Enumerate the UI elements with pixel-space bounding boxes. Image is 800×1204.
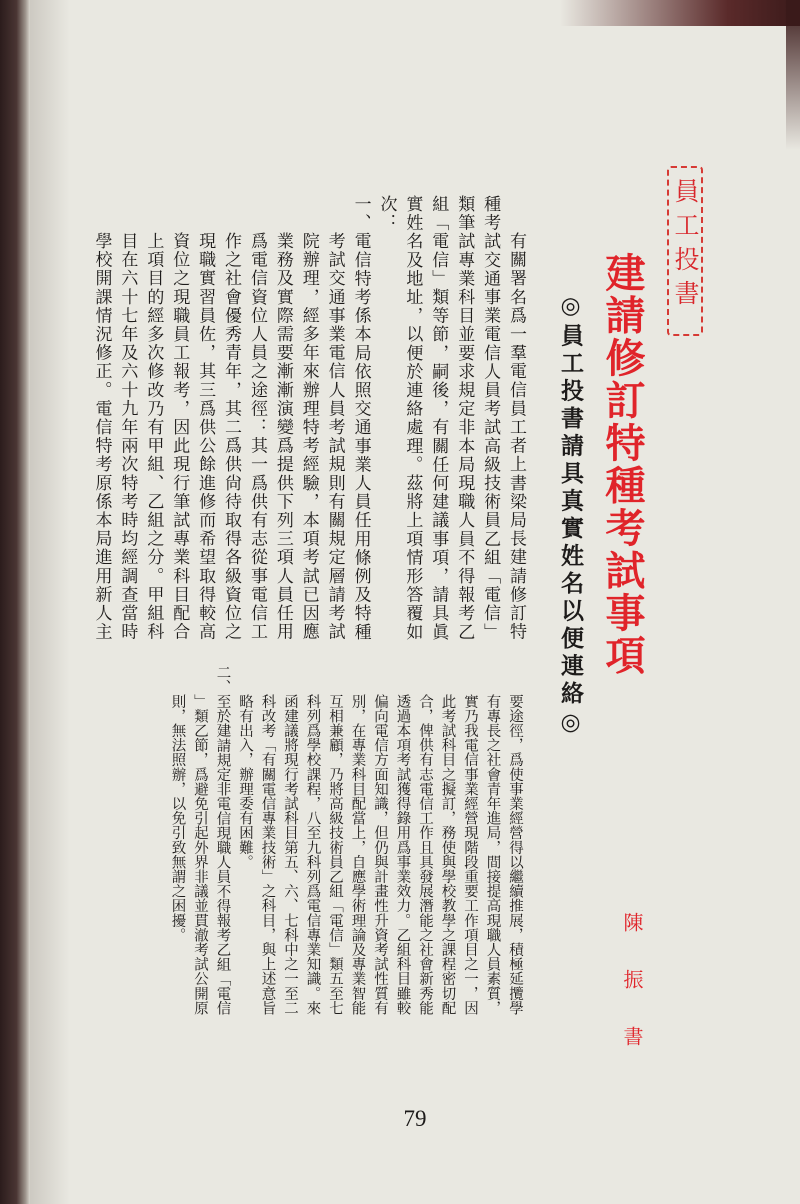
text-column: 有關署名爲一羣電信員工者上書梁局長建請修訂特 [506, 232, 526, 642]
text-column: 合，俾供有志電信工作且具發展潛能之社會新秀能 [417, 694, 433, 1016]
list-item-start: 二、至於建請規定非電信現職人員不得報考乙組「電信 [214, 665, 231, 1016]
list-item-start: 一、電信特考係本局依照交通事業人員任用條例及特種 [350, 195, 371, 642]
text-column: 略有出入，辦理委有困難。 [237, 694, 253, 870]
article-subtitle: ◎員工投書請具真實姓名以便連絡◎ [557, 292, 584, 740]
text-column: 實姓名及地址，以便於連絡處理。茲將上項情形答覆如 [402, 195, 423, 642]
text-column: 目在六十七年及六十九年兩次特考時均經調查當時 [117, 232, 138, 642]
text-column: 則，無法照辦，以免引致無謂之困擾。 [169, 694, 186, 943]
upper-text-block [87, 195, 528, 650]
text-column: 有專長之社會青年進局，間接提高現職人員素質， [484, 694, 501, 1016]
text-column: 別，在專業科目配當上，自應學術理論及專業智能 [349, 694, 366, 1016]
author-name: 陳振書 [620, 912, 644, 1083]
lower-text-block [166, 665, 526, 1020]
text-column: 」類乙節，爲避免引起外界非議並貫澈考試公開原 [192, 694, 208, 1016]
text-column: 組「電信」類等節，嗣後，有關任何建議事項，請具眞 [428, 195, 449, 642]
book-cover-edge [560, 0, 800, 26]
text-column: 種考試交通事業電信人員考試高級技術員乙組「電信」 [480, 195, 501, 642]
text-column: 現職實習員佐，其三爲供公餘進修而希望取得較高 [195, 232, 216, 642]
book-cover-edge-right [786, 0, 800, 150]
text-column: 院辦理，經多年來辦理特考經驗，本項考試已因應 [298, 232, 319, 642]
text-column: 互相兼顧，乃將高級技術員乙組「電信」類五至七 [327, 694, 343, 1016]
text-column: 學校開課情況修正。電信特考原係本局進用新人主 [91, 232, 112, 642]
text-column: 透過本項考試獲得錄用爲事業效力。乙組科目雖較 [394, 694, 411, 1016]
text-column: 科改考「有關電信專業技術」之科目，與上述意旨 [259, 694, 276, 1016]
text-column: 類筆試專業科目並要求規定非本局現職人員不得報考乙 [454, 195, 475, 642]
text-column: 考試交通事業電信人員考試規則有關規定層請考試 [324, 232, 345, 642]
page-number: 79 [403, 1106, 427, 1131]
text-column: 業務及實際需要漸漸演變爲提供下列三項人員任用 [272, 232, 293, 642]
text-column: 實乃我電信事業經營現階段重要工作項目之一，因 [462, 694, 478, 1016]
text-column: 要途徑，爲使事業經營得以繼續推展，積極延攬學 [507, 694, 523, 1016]
article-title: 建請修訂特種考試事項 [599, 252, 645, 677]
text-column: 爲電信資位人員之途徑：其一爲供有志從事電信工 [246, 232, 267, 642]
gutter-shadow [30, 0, 70, 1204]
text-column: 資位之現職員工報考，因此現行筆試專業科目配合 [169, 232, 190, 642]
text-column: 作之社會優秀青年，其二爲供尙待取得各級資位之 [221, 232, 242, 642]
text-column: 科列爲學校課程，八至九科列爲電信專業知識。來 [304, 694, 321, 1016]
text-column: 上項目的經多次修改乃有甲組、乙組之分。甲組科 [143, 232, 164, 642]
text-column: 偏向電信方面知識，但仍與計畫性升資考試性質有 [372, 694, 388, 1016]
text-column: 此考試科目之擬訂，務使與學校教學之課程密切配 [439, 694, 456, 1016]
book-binding [0, 0, 30, 1204]
text-column: 次： [376, 195, 397, 233]
text-column: 函建議將現行考試科目第五、六、七科中之一至二 [282, 694, 298, 1016]
section-tag: 員工投書 [667, 166, 703, 336]
